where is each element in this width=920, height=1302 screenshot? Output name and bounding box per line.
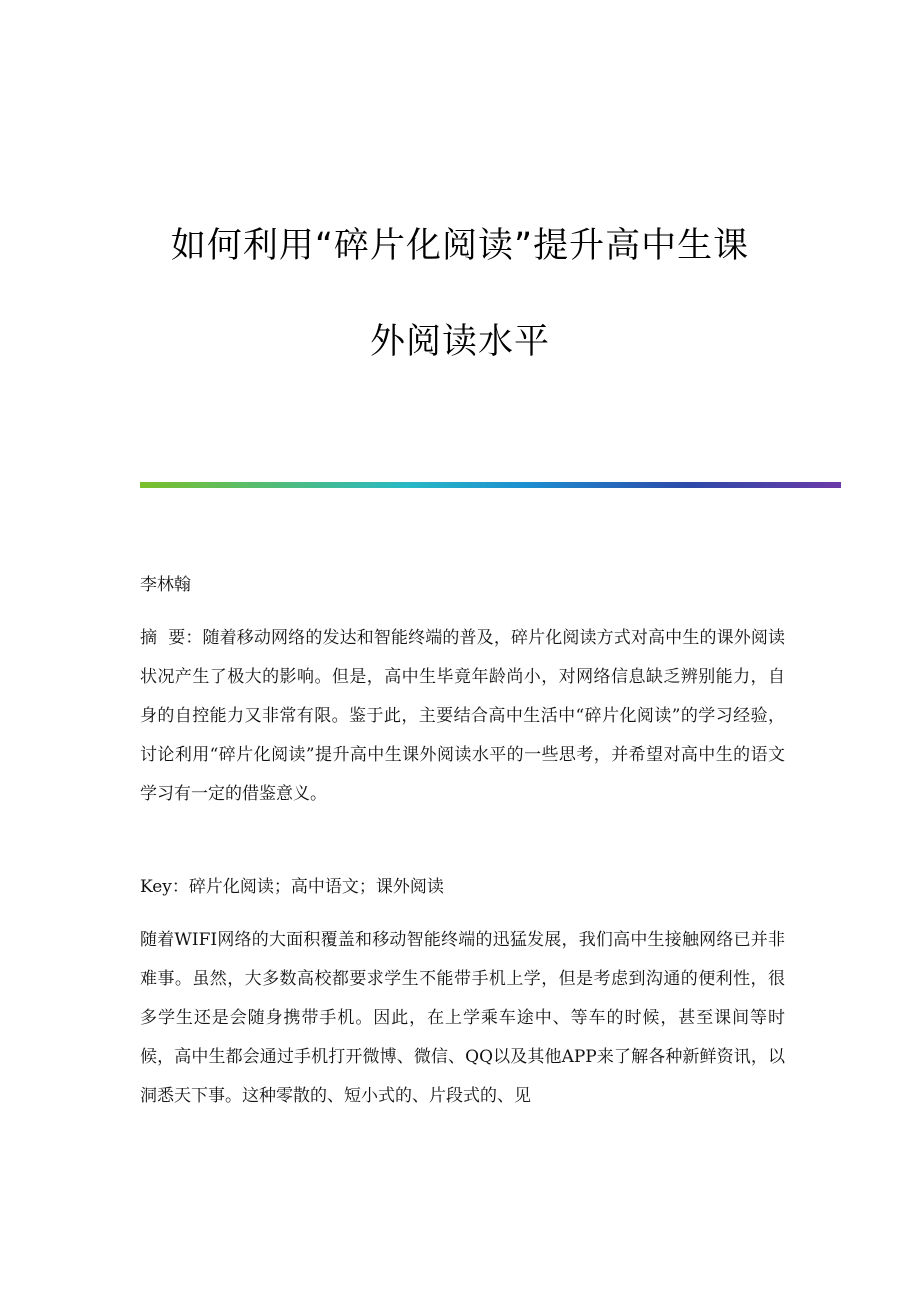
document-title-line-2: 外阅读水平 [369, 322, 550, 362]
abstract-paragraph [140, 619, 785, 814]
abstract-text: 随着移动网络的发达和智能终端的普及，碎片化阅读方式对高中生的课外阅读状况产生了极大的影响。但是，高中生毕竟年龄尚小，对网络信息缺乏辨别能力，自身的自控能力又非常有限。鉴于此，主要结合高中生活中“碎片化阅读”的学习经验，讨论利用“碎片化阅读”提升高中生课外阅读水平的一些思考，并希望对高中生的语文学习有一定的借鉴意义。 [140, 628, 786, 804]
gradient-divider [140, 482, 841, 488]
document-title-line-1: 如何利用“碎片化阅读”提升高中生课 [170, 226, 750, 266]
abstract-label: 摘 要： [140, 628, 203, 648]
keywords-line [140, 868, 785, 907]
author-name: 李林翰 [140, 575, 191, 595]
keywords-label: Key： [140, 877, 189, 897]
body-paragraph: 随着WIFI网络的大面积覆盖和移动智能终端的迅猛发展，我们高中生接触网络已并非难事。虽然，大多数高校都要求学生不能带手机上学，但是考虑到沟通的便利性，很多学生还是会随身携带手机。因此，在上学乘车途中、等车的时候，甚至课间等时候，高中生都会通过手机打开微博、微信、QQ以及其他APP来了解各种新鲜资讯，以洞悉天下事。这种零散的、短小式的、片段式的、见 [140, 930, 785, 1106]
keywords-text: 碎片化阅读；高中语文；课外阅读 [188, 877, 444, 897]
